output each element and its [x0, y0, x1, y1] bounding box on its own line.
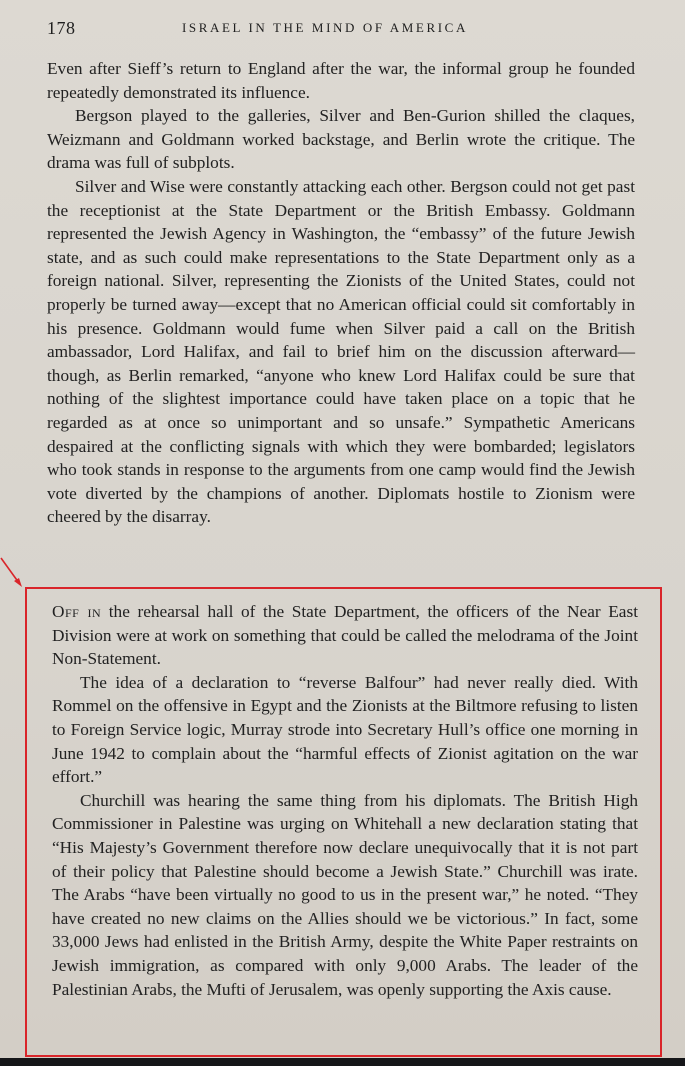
running-head: ISRAEL IN THE MIND OF AMERICA	[182, 20, 468, 35]
viewer-bottom-bar	[0, 1058, 685, 1066]
paragraph: The idea of a declaration to “reverse Balfour” had never really died. With Rommel on the offensive in Egypt and the Zionists at the Biltmore refusing to listen to Foreign Service logic, Murray strode into Secretary Hull’s office one morning in June 1942 to complain about the “harmful effects of Zionist agitation on the war effort.”	[52, 672, 638, 787]
section-lead-in: Off in	[52, 602, 102, 621]
paragraph: Silver and Wise were constantly attacking each other. Bergson could not get past the receptionist at the State Department or the British Embassy. Goldmann represented the Jewish Agency in Washington, the “embassy” of the future Jewish state, and as such could make representations to the State Department only as a foreign national. Silver, representing the Zionists of the United States, could not properly be turned away—except that no American official could sit comfortably in his presence. Goldmann would fume when Silver paid a call on the British ambassador, Lord Halifax, and fail to brief him on the discussion afterward—though, as Berlin remarked, “anyone who knew Lord Halifax could be sure that nothing of the slightest importance could have taken place on a topic that he regarded as at once so unimportant and so unsafe.” Sympathetic Americans despaired at the conflicting signals with which they were bombarded; legislators who took stands in response to the arguments from one camp would find the Jewish vote diverted by the champions of another. Diplomats hostile to Zionism were cheered by the disarray.	[47, 176, 635, 527]
paragraph	[52, 600, 638, 671]
page-header	[47, 18, 640, 42]
body-text-top	[47, 57, 635, 529]
page-number: 178	[47, 18, 76, 38]
pointer-arrow-icon	[0, 556, 26, 588]
body-text-highlighted	[52, 600, 638, 1001]
paragraph: Even after Sieff’s return to England after the war, the informal group he founded repeatedly demonstrated its influence.	[47, 59, 635, 102]
paragraph-text: the rehearsal hall of the State Department, the officers of the Near East Division were at work on something that could be called the melodrama of the Joint Non-Statement.	[52, 602, 638, 669]
paragraph: Churchill was hearing the same thing from his diplomats. The British High Commissioner in Palestine was urging on Whitehall a new declaration stating that “His Majesty’s Government therefore now declare unequivocally that it is not part of their policy that Palestine should become a Jewish State.” Churchill was irate. The Arabs “have been virtually no good to us in the present war,” he noted. “They have created no new claims on the Allies should we be victorious.” In fact, some 33,000 Jews had enlisted in the British Army, despite the White Paper restraints on Jewish immigration, as compared with only 9,000 Arabs. The leader of the Palestinian Arabs, the Mufti of Jerusalem, was openly supporting the Axis cause.	[52, 790, 638, 999]
paragraph: Bergson played to the galleries, Silver and Ben-Gurion shilled the claques, Weizmann and Goldmann worked backstage, and Berlin wrote the critique. The drama was full of subplots.	[47, 106, 635, 173]
